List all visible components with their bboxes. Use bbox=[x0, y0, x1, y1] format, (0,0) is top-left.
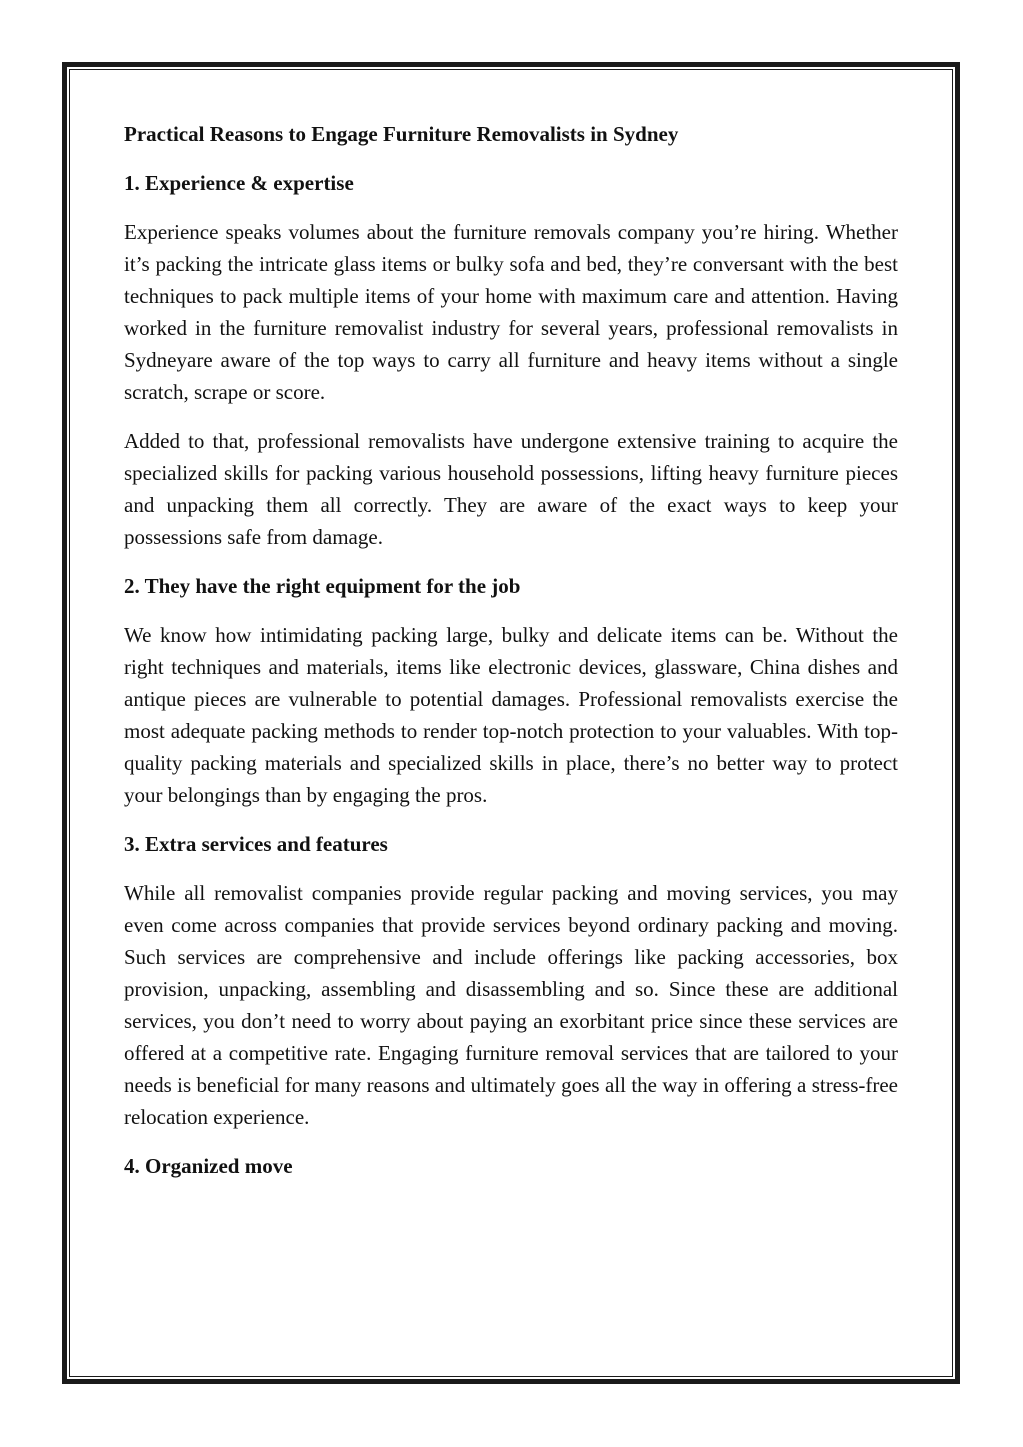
document-title: Practical Reasons to Engage Furniture Removalists in Sydney bbox=[124, 122, 679, 146]
section-heading-equipment: 2. They have the right equipment for the job bbox=[124, 574, 521, 598]
paragraph: Experience speaks volumes about the furniture removals company you’re hiring. Whether it’s packing the intricate glass items or bulky sofa and bed, they’re conversant with the best techniques to pack multiple items of your home with maximum care and attention. Having worked in the furniture removalist industry for several years, professional removalists in Sydneyare aware of the top ways to carry all furniture and heavy items without a single scratch, scrape or score. bbox=[124, 220, 898, 404]
section-heading-organized-move: 4. Organized move bbox=[124, 1154, 293, 1178]
paragraph: We know how intimidating packing large, bulky and delicate items can be. Without the right techniques and materials, items like electronic devices, glassware, China dishes and antique pieces are vulnerable to potential damages. Professional removalists exercise the most adequate packing methods to render top-notch protection to your valuables. With top-quality packing materials and specialized skills in place, there’s no better way to protect your belongings than by engaging the pros. bbox=[124, 623, 898, 807]
section-heading-extra-services: 3. Extra services and features bbox=[124, 832, 388, 856]
section-heading-experience: 1. Experience & expertise bbox=[124, 171, 354, 195]
paragraph: Added to that, professional removalists have undergone extensive training to acquire the specialized skills for packing various household possessions, lifting heavy furniture pieces and unpacking them all correctly. They are aware of the exact ways to keep your possessions safe from damage. bbox=[124, 429, 898, 549]
document-body bbox=[124, 118, 898, 1199]
paragraph: While all removalist companies provide regular packing and moving services, you may even come across companies that provide services beyond ordinary packing and moving. Such services are comprehensive and include offerings like packing accessories, box provision, unpacking, assembling and disassembling and so. Since these are additional services, you don’t need to worry about paying an exorbitant price since these services are offered at a competitive rate. Engaging furniture removal services that are tailored to your needs is beneficial for many reasons and ultimately goes all the way in offering a stress-free relocation experience. bbox=[124, 881, 898, 1129]
